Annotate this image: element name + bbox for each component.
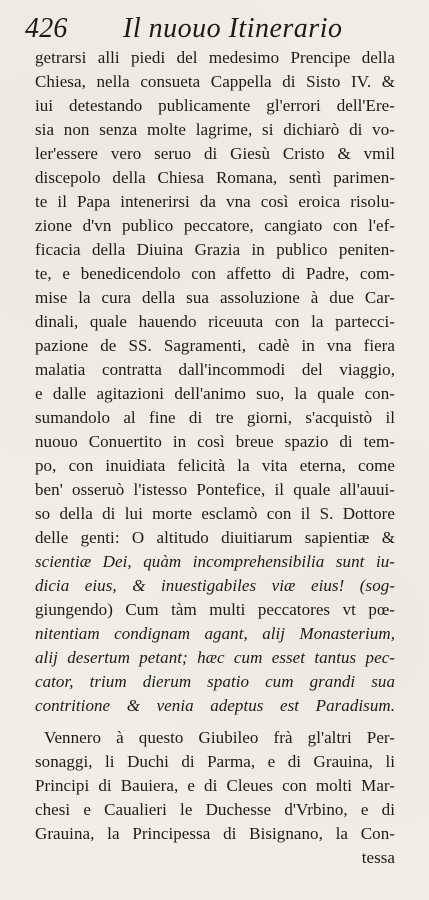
text-line-content: contritione & venia adeptus est Paradisum. — [35, 696, 395, 715]
text-line-content: Chiesa, nella consueta Cappella di Sisto IV. & — [35, 72, 395, 91]
text-line-content: e dalle agitazioni dell'animo suo, la quale con- — [35, 384, 395, 403]
page-header — [0, 10, 429, 48]
text-line — [35, 670, 395, 694]
text-line — [35, 118, 395, 142]
text-line-content: mise la cura della sua assoluzione à due Car- — [35, 288, 395, 307]
text-line — [35, 694, 395, 718]
text-line-content: malatia contratta dall'incommodi del viaggio, — [35, 360, 395, 379]
text-line-content: sumandolo al fine di tre giorni, s'acquistò il — [35, 408, 395, 427]
running-title: Il nuouo Itinerario — [123, 13, 343, 44]
text-line — [35, 46, 395, 70]
text-line — [35, 190, 395, 214]
text-line-content: Vennero à questo Giubileo frà gl'altri Per- — [44, 728, 395, 747]
text-line-content: ficacia della Diuina Grazia in publico peniten- — [35, 240, 395, 259]
text-line-content: dicia eius, & inuestigabiles viæ eius! (sog- — [35, 576, 395, 595]
text-line-content: alij desertum petant; hæc cum esset tantus pec- — [35, 648, 395, 667]
text-line-content: sia non senza molte lagrime, si dichiarò di vo- — [35, 120, 395, 139]
text-line — [35, 262, 395, 286]
text-line — [35, 822, 395, 846]
text-line-content: nitentiam condignam agant, alij Monasterium, — [35, 624, 395, 643]
text-line-content: cator, trium dierum spatio cum grandi sua — [35, 672, 395, 691]
catchword-line — [35, 846, 395, 870]
text-line-content: ler'essere vero seruo di Giesù Cristo & vmil — [35, 144, 395, 163]
text-line-content: giungendo) Cum tàm multi peccatores vt pœ- — [35, 600, 395, 619]
text-line — [35, 502, 395, 526]
text-line — [35, 334, 395, 358]
text-line — [35, 430, 395, 454]
text-line — [35, 478, 395, 502]
text-line-content: te il Papa intenerirsi da vna così eroica risolu- — [35, 192, 395, 211]
text-line-content: getrarsi alli piedi del medesimo Prencipe della — [35, 48, 395, 67]
text-line — [35, 310, 395, 334]
text-line — [35, 550, 395, 574]
text-line — [35, 526, 395, 550]
text-line — [44, 726, 395, 750]
text-line-content: ben' osseruò l'istesso Pontefice, il quale all'auui- — [35, 480, 395, 499]
text-line — [35, 214, 395, 238]
text-line-content: pazione de SS. Sagramenti, cadè in vna fiera — [35, 336, 395, 355]
text-line — [35, 646, 395, 670]
text-line — [35, 598, 395, 622]
text-line-content: iui detestando publicamente gl'errori dell'Ere- — [35, 96, 395, 115]
text-line-content: sonaggi, li Duchi di Parma, e di Grauina, li — [35, 752, 395, 771]
text-line — [35, 750, 395, 774]
text-line-content: nuouo Conuertito in così breue spazio di tem- — [35, 432, 395, 451]
text-line — [35, 454, 395, 478]
text-line-content: te, e benedicendolo con affetto di Padre, com- — [35, 264, 395, 283]
catchword: tessa — [361, 848, 395, 867]
text-line — [35, 798, 395, 822]
text-line — [35, 574, 395, 598]
text-line-content: po, con inuidiata felicità la vita eterna, come — [35, 456, 395, 475]
text-line-content: dinali, quale hauendo riceuuta con la partecci- — [35, 312, 395, 331]
text-line — [35, 94, 395, 118]
text-line — [35, 622, 395, 646]
text-line — [35, 358, 395, 382]
text-line-content: zione d'vn publico peccatore, cangiato con l'ef- — [35, 216, 395, 235]
text-line — [35, 774, 395, 798]
text-line — [35, 142, 395, 166]
text-line-content: chesi e Caualieri le Duchesse d'Vrbino, e di — [35, 800, 395, 819]
text-line-content: so della di lui morte esclamò con il S. Dottore — [35, 504, 395, 523]
text-line — [35, 238, 395, 262]
text-line-content: Grauina, la Principessa di Bisignano, la Con- — [35, 824, 395, 843]
text-line-content: scientiæ Dei, quàm incomprehensibilia sunt iu- — [35, 552, 395, 571]
text-line — [35, 382, 395, 406]
text-line-content: discepolo della Chiesa Romana, sentì parimen- — [35, 168, 395, 187]
text-line-content: Principi di Bauiera, e di Cleues con molti Mar- — [35, 776, 395, 795]
text-line — [35, 70, 395, 94]
text-line — [35, 286, 395, 310]
text-line — [35, 406, 395, 430]
text-line-content: delle genti: O altitudo diuitiarum sapientiæ & — [35, 528, 395, 547]
text-line — [35, 166, 395, 190]
page-number: 426 — [25, 13, 68, 44]
